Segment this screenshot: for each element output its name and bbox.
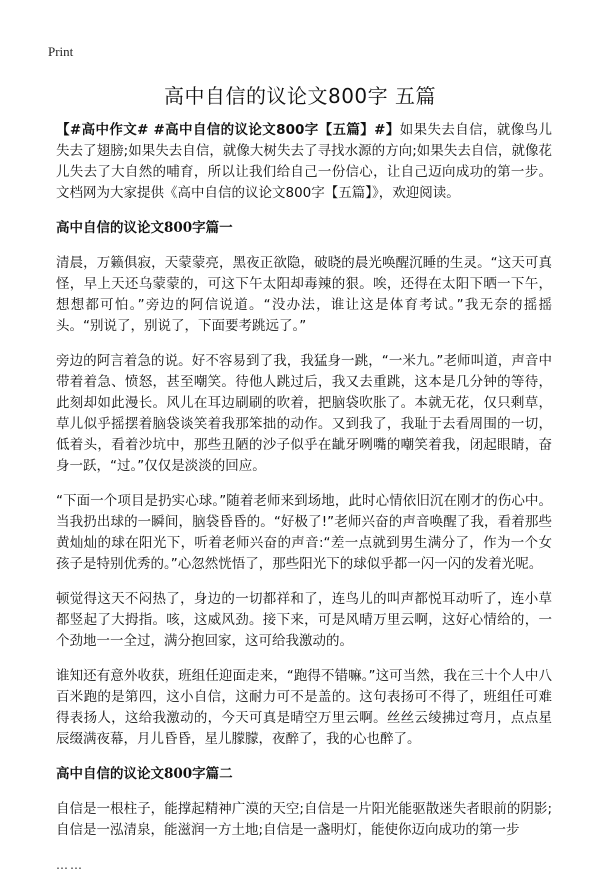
paragraph: 谁知还有意外收获，班组任迎面走来，“跑得不错嘛。”这可当然，我在三十个人中八百米跑的是第四，这小自信，这耐力可不是盖的。这句表扬可不得了，班组任可难得表扬人，这给我激动的，今天可真是晴空万里云啊。丝丝云绫拂过弯月，点点星辰缀满夜幕，月儿昏昏，星儿朦朦，夜醉了，我的心也醉了。 — [56, 668, 552, 747]
paragraph: 清晨，万籁俱寂，天蒙蒙亮，黑夜正欲隐，破晓的晨光唤醒沉睡的生灵。“这天可真怪，早上天还乌蒙蒙的，可这下午太阳却毒辣的狠。唉，还得在太阳下晒一下午，想想都可怕。”旁边的阿信说道。“没办法，谁让这是体育考试。”我无奈的摇摇头。“别说了，别说了，下面要考跳远了。” — [56, 255, 552, 334]
paragraph: 自信是一根柱子，能撑起精神广漠的天空;自信是一片阳光能驱散迷失者眼前的阴影;自信是一泓清泉，能滋润一方土地;自信是一盏明灯，能使你迈向成功的第一步 — [56, 801, 552, 838]
paragraph: 旁边的阿言着急的说。好不容易到了我，我猛身一跳，“一米九。”老师叫道，声音中带着着急、愤怒，甚至嘲笑。待他人跳过后，我又去重跳，这本是几分钟的等待，此刻却如此漫长。风儿在耳边刷刷的吹着，把脑袋吹胀了。本就无花，仅只剩草，草儿似乎摇摆着脑袋谈笑着我那笨拙的动作。又到我了，我耻于去看周围的一切，低着头，看着沙坑中，那些丑陋的沙子似乎在龇牙咧嘴的嘲笑着我，闭起眼睛，奋身一跃，“过。”仅仅是淡淡的回应。 — [56, 353, 552, 474]
intro-tag: 【#高中作文# #高中自信的议论文800字【五篇】#】 — [56, 122, 400, 138]
paragraph: “下面一个项目是扔实心球。”随着老师来到场地，此时心情依旧沉在刚才的伤心中。当我扔出球的一瞬间，脑袋昏昏的。“好极了!”老师兴奋的声音唤醒了我，看着那些黄灿灿的球在阳光下，听着老师兴奋的声音:“差一点就到男生满分了，作为一个女孩子是特别优秀的。”心忽然恍悟了，那些阳光下的球似乎都一闪一闪的发着光呢。 — [56, 493, 552, 572]
intro-paragraph — [56, 120, 552, 204]
section-heading-2: 高中自信的议论文800字篇二 — [56, 766, 233, 782]
page-title: 高中自信的议论文800字 五篇 — [163, 84, 437, 108]
print-link[interactable]: Print — [48, 44, 74, 59]
article-body — [56, 120, 552, 890]
continuation-ellipsis: …… — [56, 858, 84, 872]
section-heading-1: 高中自信的议论文800字篇一 — [56, 220, 233, 236]
paragraph: 顿觉得这天不闷热了，身边的一切都祥和了，连鸟儿的叫声都悦耳动听了，连小草都竖起了大拇指。咳，这威风劲。接下来，可是风晴万里云啊，这好心情给的，一个劲地一一全过，满分抱回家，这可给我激动的。 — [56, 591, 552, 649]
intro-text: 如果失去自信，就像鸟儿失去了翅膀;如果失去自信，就像大树失去了寻找水源的方向;如果失去自信，就像花儿失去了大自然的哺育，所以让我们给自己一份信心，让自己迈向成功的第一步。文档网为大家提供《高中自信的议论文800字【五篇】》，欢迎阅读。 — [56, 122, 552, 201]
